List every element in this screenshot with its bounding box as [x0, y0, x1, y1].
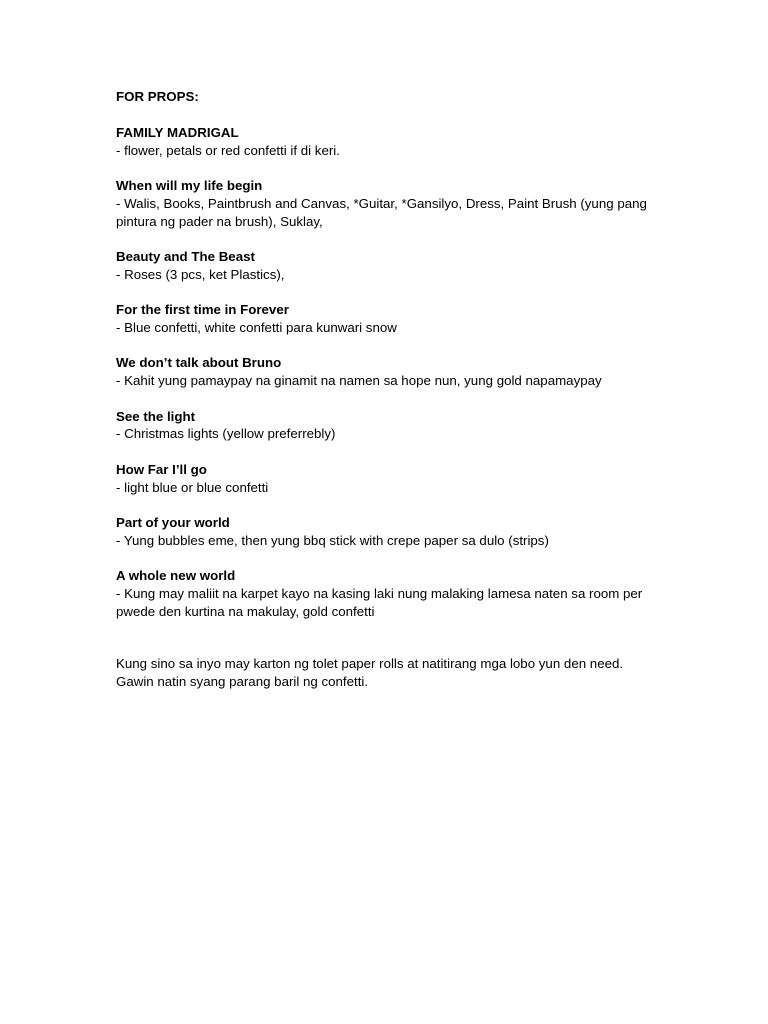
section-body: - light blue or blue confetti — [116, 479, 269, 495]
section-we-dont-talk-about-bruno — [116, 354, 656, 390]
section-when-will-my-life-begin — [116, 177, 656, 230]
section-body: - Walis, Books, Paintbrush and Canvas, *Guitar, *Gansilyo, Dress, Paint Brush (yung pang pintura ng pader na brush), Suklay, — [116, 195, 647, 229]
footer-note: Kung sino sa inyo may karton ng tolet paper rolls at natitirang mga lobo yun den need. Gawin natin syang parang baril ng confetti. — [116, 656, 624, 690]
section-body: - Kung may maliit na karpet kayo na kasing laki nung malaking lamesa naten sa room per pwede den kurtina na makulay, gold confetti — [116, 585, 643, 619]
section-heading: We don’t talk about Bruno — [116, 355, 282, 371]
section-part-of-your-world — [116, 514, 656, 550]
section-a-whole-new-world — [116, 567, 656, 620]
section-see-the-light — [116, 408, 656, 444]
section-beauty-and-the-beast — [116, 248, 656, 284]
section-heading: For the first time in Forever — [116, 302, 289, 318]
section-family-madrigal — [116, 124, 656, 160]
document-title: FOR PROPS: — [116, 89, 199, 104]
section-body: - Blue confetti, white confetti para kunwari snow — [116, 319, 397, 335]
section-heading: Part of your world — [116, 514, 230, 530]
section-for-the-first-time-in-forever — [116, 301, 656, 337]
section-body: - Roses (3 pcs, ket Plastics), — [116, 266, 285, 282]
section-heading: How Far I’ll go — [116, 461, 207, 477]
section-how-far-ill-go — [116, 461, 656, 497]
section-body: - Yung bubbles eme, then yung bbq stick with crepe paper sa dulo (strips) — [116, 532, 549, 548]
section-body: - Kahit yung pamaypay na ginamit na namen sa hope nun, yung gold napamaypay — [116, 373, 602, 389]
section-body: - Christmas lights (yellow preferrebly) — [116, 426, 336, 442]
document-page — [116, 88, 656, 691]
section-heading: FAMILY MADRIGAL — [116, 124, 239, 140]
section-heading: See the light — [116, 408, 196, 424]
section-heading: A whole new world — [116, 568, 236, 584]
section-heading: When will my life begin — [116, 177, 263, 193]
section-body: - flower, petals or red confetti if di keri. — [116, 142, 340, 158]
section-heading: Beauty and The Beast — [116, 248, 255, 264]
